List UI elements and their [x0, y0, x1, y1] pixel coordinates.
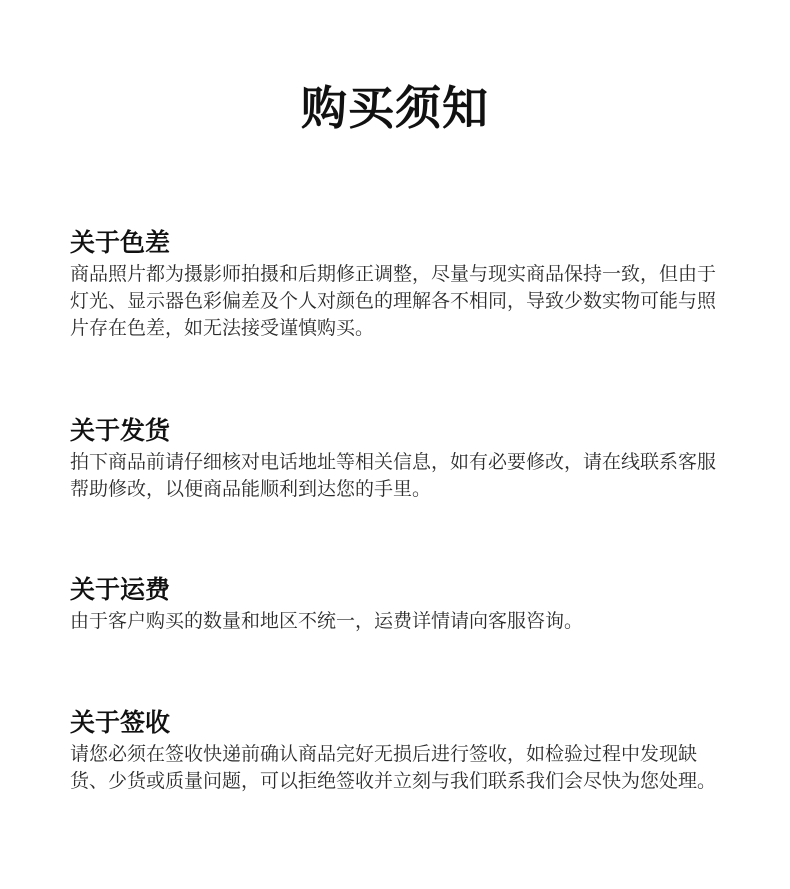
section-receipt [70, 707, 730, 795]
section-color-difference [70, 227, 730, 342]
section-body: 商品照片都为摄影师拍摄和后期修正调整，尽量与现实商品保持一致，但由于灯光、显示器色彩偏差及个人对颜色的理解各不相同，导致少数实物可能与照片存在色差，如无法接受谨慎购买。 [70, 263, 717, 339]
section-body: 由于客户购买的数量和地区不统一，运费详情请向客服咨询。 [70, 610, 584, 632]
section-heading: 关于签收 [70, 708, 171, 737]
section-body: 拍下商品前请仔细核对电话地址等相关信息，如有必要修改，请在线联系客服帮助修改，以便商品能顺利到达您的手里。 [70, 451, 717, 500]
section-heading: 关于运费 [70, 575, 171, 604]
section-heading: 关于色差 [70, 228, 171, 257]
section-freight [70, 574, 730, 635]
page-title: 购买须知 [301, 81, 489, 135]
section-body: 请您必须在签收快递前确认商品完好无损后进行签收，如检验过程中发现缺货、少货或质量问题，可以拒绝签收并立刻与我们联系我们会尽快为您处理。 [70, 743, 717, 792]
section-heading: 关于发货 [70, 416, 171, 445]
section-shipping [70, 415, 730, 503]
